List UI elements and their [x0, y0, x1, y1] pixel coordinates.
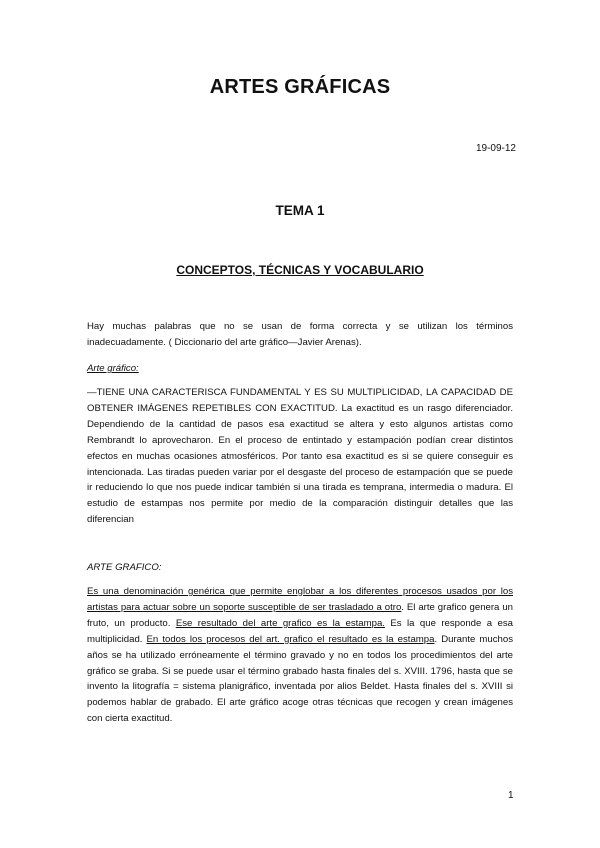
process-result-underlined: En todos los procesos del art. grafico el resultado es la estampa	[146, 633, 435, 645]
document-title: ARTES GRÁFICAS	[209, 76, 391, 98]
topic-heading: TEMA 1	[275, 203, 325, 218]
intro-paragraph: Hay muchas palabras que no se usan de forma correcta y se utilizan los términos inadecuadamente. ( Diccionario del arte gráfico—Javier Arenas).	[87, 321, 513, 348]
section1-heading: Arte gráfico:	[87, 363, 139, 374]
page-number: 1	[508, 790, 514, 801]
section2-paragraph	[87, 584, 513, 727]
section-subtitle: CONCEPTOS, TÉCNICAS Y VOCABULARIO	[176, 263, 424, 277]
stamp-result-underlined: Ese resultado del arte grafico es la estampa.	[175, 617, 385, 629]
document-date: 19-09-12	[475, 143, 516, 154]
section1-paragraph: —TIENE UNA CARACTERISCA FUNDAMENTAL Y ES SU MULTIPLICIDAD, LA CAPACIDAD DE OBTENER IMÁGENES REPETIBLES CON EXACTITUD. La exactitud es un rasgo diferenciador. Dependiendo de la cantidad de pasos esa exactitud se altera y esto algunos artistas como Rembrandt lo aprovecharon. En el proceso de entintado y estampación podían crear distintos efectos en muchas ocasiones atmosféricos. Por tanto esa exactitud es si se quiere conseguir es intencionada. Las tiradas pueden variar por el desgaste del proceso de estampación que se puede ir reduciendo lo que nos puede indicar también si una tirada es temprana, intermedia o madura. El estudio de estampas nos permite por medio de la comparación distinguir detalles que las diferencian	[87, 387, 513, 526]
text-segment: Es la que responde a esa multiplicidad.	[87, 617, 513, 645]
definition-underlined: Es una denominación genérica que permite englobar a los diferentes procesos usados por los artistas para actuar sobre un soporte susceptible de ser trasladado a otro	[87, 586, 513, 613]
text-segment: . Durante muchos años se ha utilizado erróneamente el término gravado y no en todos los procedimientos del arte gráfico se graba. Si se puede usar el término grabado hasta finales del s. XVIII. 1796, hasta que se invento la litografía = sistema planigráfico, inventada por alios Beldet. Hasta finales del s. XVIII si podemos hablar de grabado. El arte gráfico acoge otras técnicas que recogen y crean imágenes con cierta exactitud.	[87, 633, 513, 725]
section2-heading: ARTE GRAFICO:	[87, 562, 162, 573]
text-segment: . El arte grafico genera un fruto, un producto.	[87, 601, 513, 629]
